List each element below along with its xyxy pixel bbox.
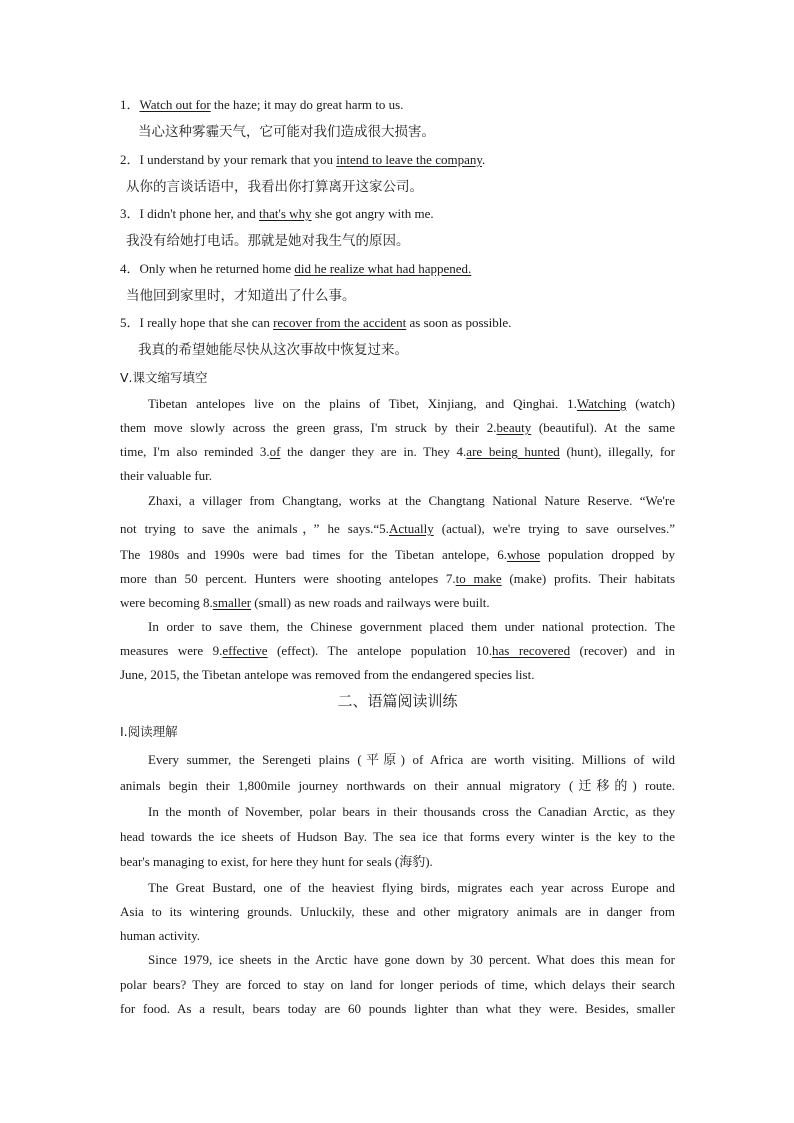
summary-line: time, I'm also reminded 3.of the danger they are in. They 4.are being hunted (hunt), illegally, for bbox=[120, 444, 675, 459]
sentence-3-translation: 我没有给她打电话。那就是她对我生气的原因。 bbox=[126, 233, 410, 249]
passage-line: In the month of November, polar bears in their thousands cross the Canadian Arctic, as they bbox=[148, 804, 675, 819]
passage-line: Since 1979, ice sheets in the Arctic have gone down by 30 percent. What does this mean for bbox=[148, 952, 675, 967]
sentence-5-translation: 我真的希望她能尽快从这次事故中恢复过来。 bbox=[138, 342, 408, 358]
answer-blank: did he realize what had happened. bbox=[294, 261, 472, 276]
answer-blank: whose bbox=[506, 547, 541, 562]
summary-line: their valuable fur. bbox=[120, 468, 213, 483]
answer-blank: effective bbox=[222, 643, 268, 658]
sentence-1-translation: 当心这种雾霾天气，它可能对我们造成很大损害。 bbox=[138, 124, 435, 140]
passage-line: head towards the ice sheets of Hudson Bay. The sea ice that forms every winter is the key to the bbox=[120, 829, 675, 844]
passage-line: The Great Bustard, one of the heaviest flying birds, migrates each year across Europe and bbox=[148, 880, 675, 895]
summary-line: them move slowly across the green grass, I'm struck by their 2.beauty (beautiful). At the same bbox=[120, 420, 675, 435]
summary-line: June, 2015, the Tibetan antelope was removed from the endangered species list. bbox=[120, 667, 535, 682]
passage-line: animals begin their 1,800mile journey northwards on their annual migratory (迁移的) route. bbox=[120, 778, 675, 793]
part-title: 二、语篇阅读训练 bbox=[337, 692, 458, 710]
answer-blank: has recovered bbox=[492, 643, 571, 658]
summary-line: not trying to save the animals，” he says.“5.Actually (actual), we're trying to save ourselves.” bbox=[120, 521, 675, 536]
answer-blank: are being hunted bbox=[466, 444, 560, 459]
summary-line: more than 50 percent. Hunters were shooting antelopes 7.to make (make) profits. Their habitats bbox=[120, 571, 676, 586]
passage-line: Asia to its wintering grounds. Unluckily, these and other migratory animals are in danger from bbox=[120, 904, 675, 919]
summary-line: were becoming 8.smaller (small) as new roads and railways were built. bbox=[120, 595, 490, 610]
answer-blank: Watch out for bbox=[139, 97, 211, 112]
section-heading-v: Ⅴ.课文缩写填空 bbox=[120, 370, 208, 385]
passage-line: human activity. bbox=[120, 928, 201, 943]
answer-blank: Actually bbox=[388, 521, 434, 536]
summary-line: Zhaxi, a villager from Changtang, works at the Changtang National Nature Reserve. “We're bbox=[148, 493, 675, 508]
sentence-2: 2．I understand by your remark that you intend to leave the company. bbox=[120, 152, 486, 167]
answer-blank: smaller bbox=[212, 595, 252, 610]
sentence-4: 4．Only when he returned home did he realize what had happened. bbox=[120, 261, 472, 276]
answer-blank: intend to leave the company bbox=[336, 152, 482, 167]
summary-line: In order to save them, the Chinese government placed them under national protection. The bbox=[148, 619, 675, 634]
answer-blank: recover from the accident bbox=[273, 315, 407, 330]
sentence-3: 3．I didn't phone her, and that's why she got angry with me. bbox=[120, 206, 434, 221]
sentence-2-translation: 从你的言谈话语中，我看出你打算离开这家公司。 bbox=[126, 179, 423, 195]
summary-line: The 1980s and 1990s were bad times for the Tibetan antelope, 6.whose population dropped by bbox=[120, 547, 675, 562]
passage-line: Every summer, the Serengeti plains (平原) of Africa are worth visiting. Millions of wild bbox=[148, 752, 675, 767]
answer-blank: to make bbox=[455, 571, 502, 586]
summary-line: measures were 9.effective (effect). The antelope population 10.has recovered (recover) and in bbox=[120, 643, 675, 658]
answer-blank: Watching bbox=[576, 396, 627, 411]
answer-blank: beauty bbox=[496, 420, 532, 435]
section-heading-i: Ⅰ.阅读理解 bbox=[120, 724, 178, 739]
sentence-4-translation: 当他回到家里时，才知道出了什么事。 bbox=[126, 288, 356, 304]
passage-line: for food. As a result, bears today are 60 pounds lighter than what they were. Besides, smaller bbox=[120, 1001, 675, 1016]
sentence-5: 5．I really hope that she can recover from the accident as soon as possible. bbox=[120, 315, 512, 330]
passage-line: polar bears? They are forced to stay on land for longer periods of time, which delays their search bbox=[120, 977, 675, 992]
sentence-1: 1．Watch out for the haze; it may do great harm to us. bbox=[120, 97, 404, 112]
answer-blank: that's why bbox=[259, 206, 312, 221]
answer-blank: of bbox=[269, 444, 281, 459]
passage-line: bear's managing to exist, for here they hunt for seals (海豹). bbox=[120, 854, 433, 869]
summary-line: Tibetan antelopes live on the plains of Tibet, Xinjiang, and Qinghai. 1.Watching (watch) bbox=[148, 396, 675, 411]
